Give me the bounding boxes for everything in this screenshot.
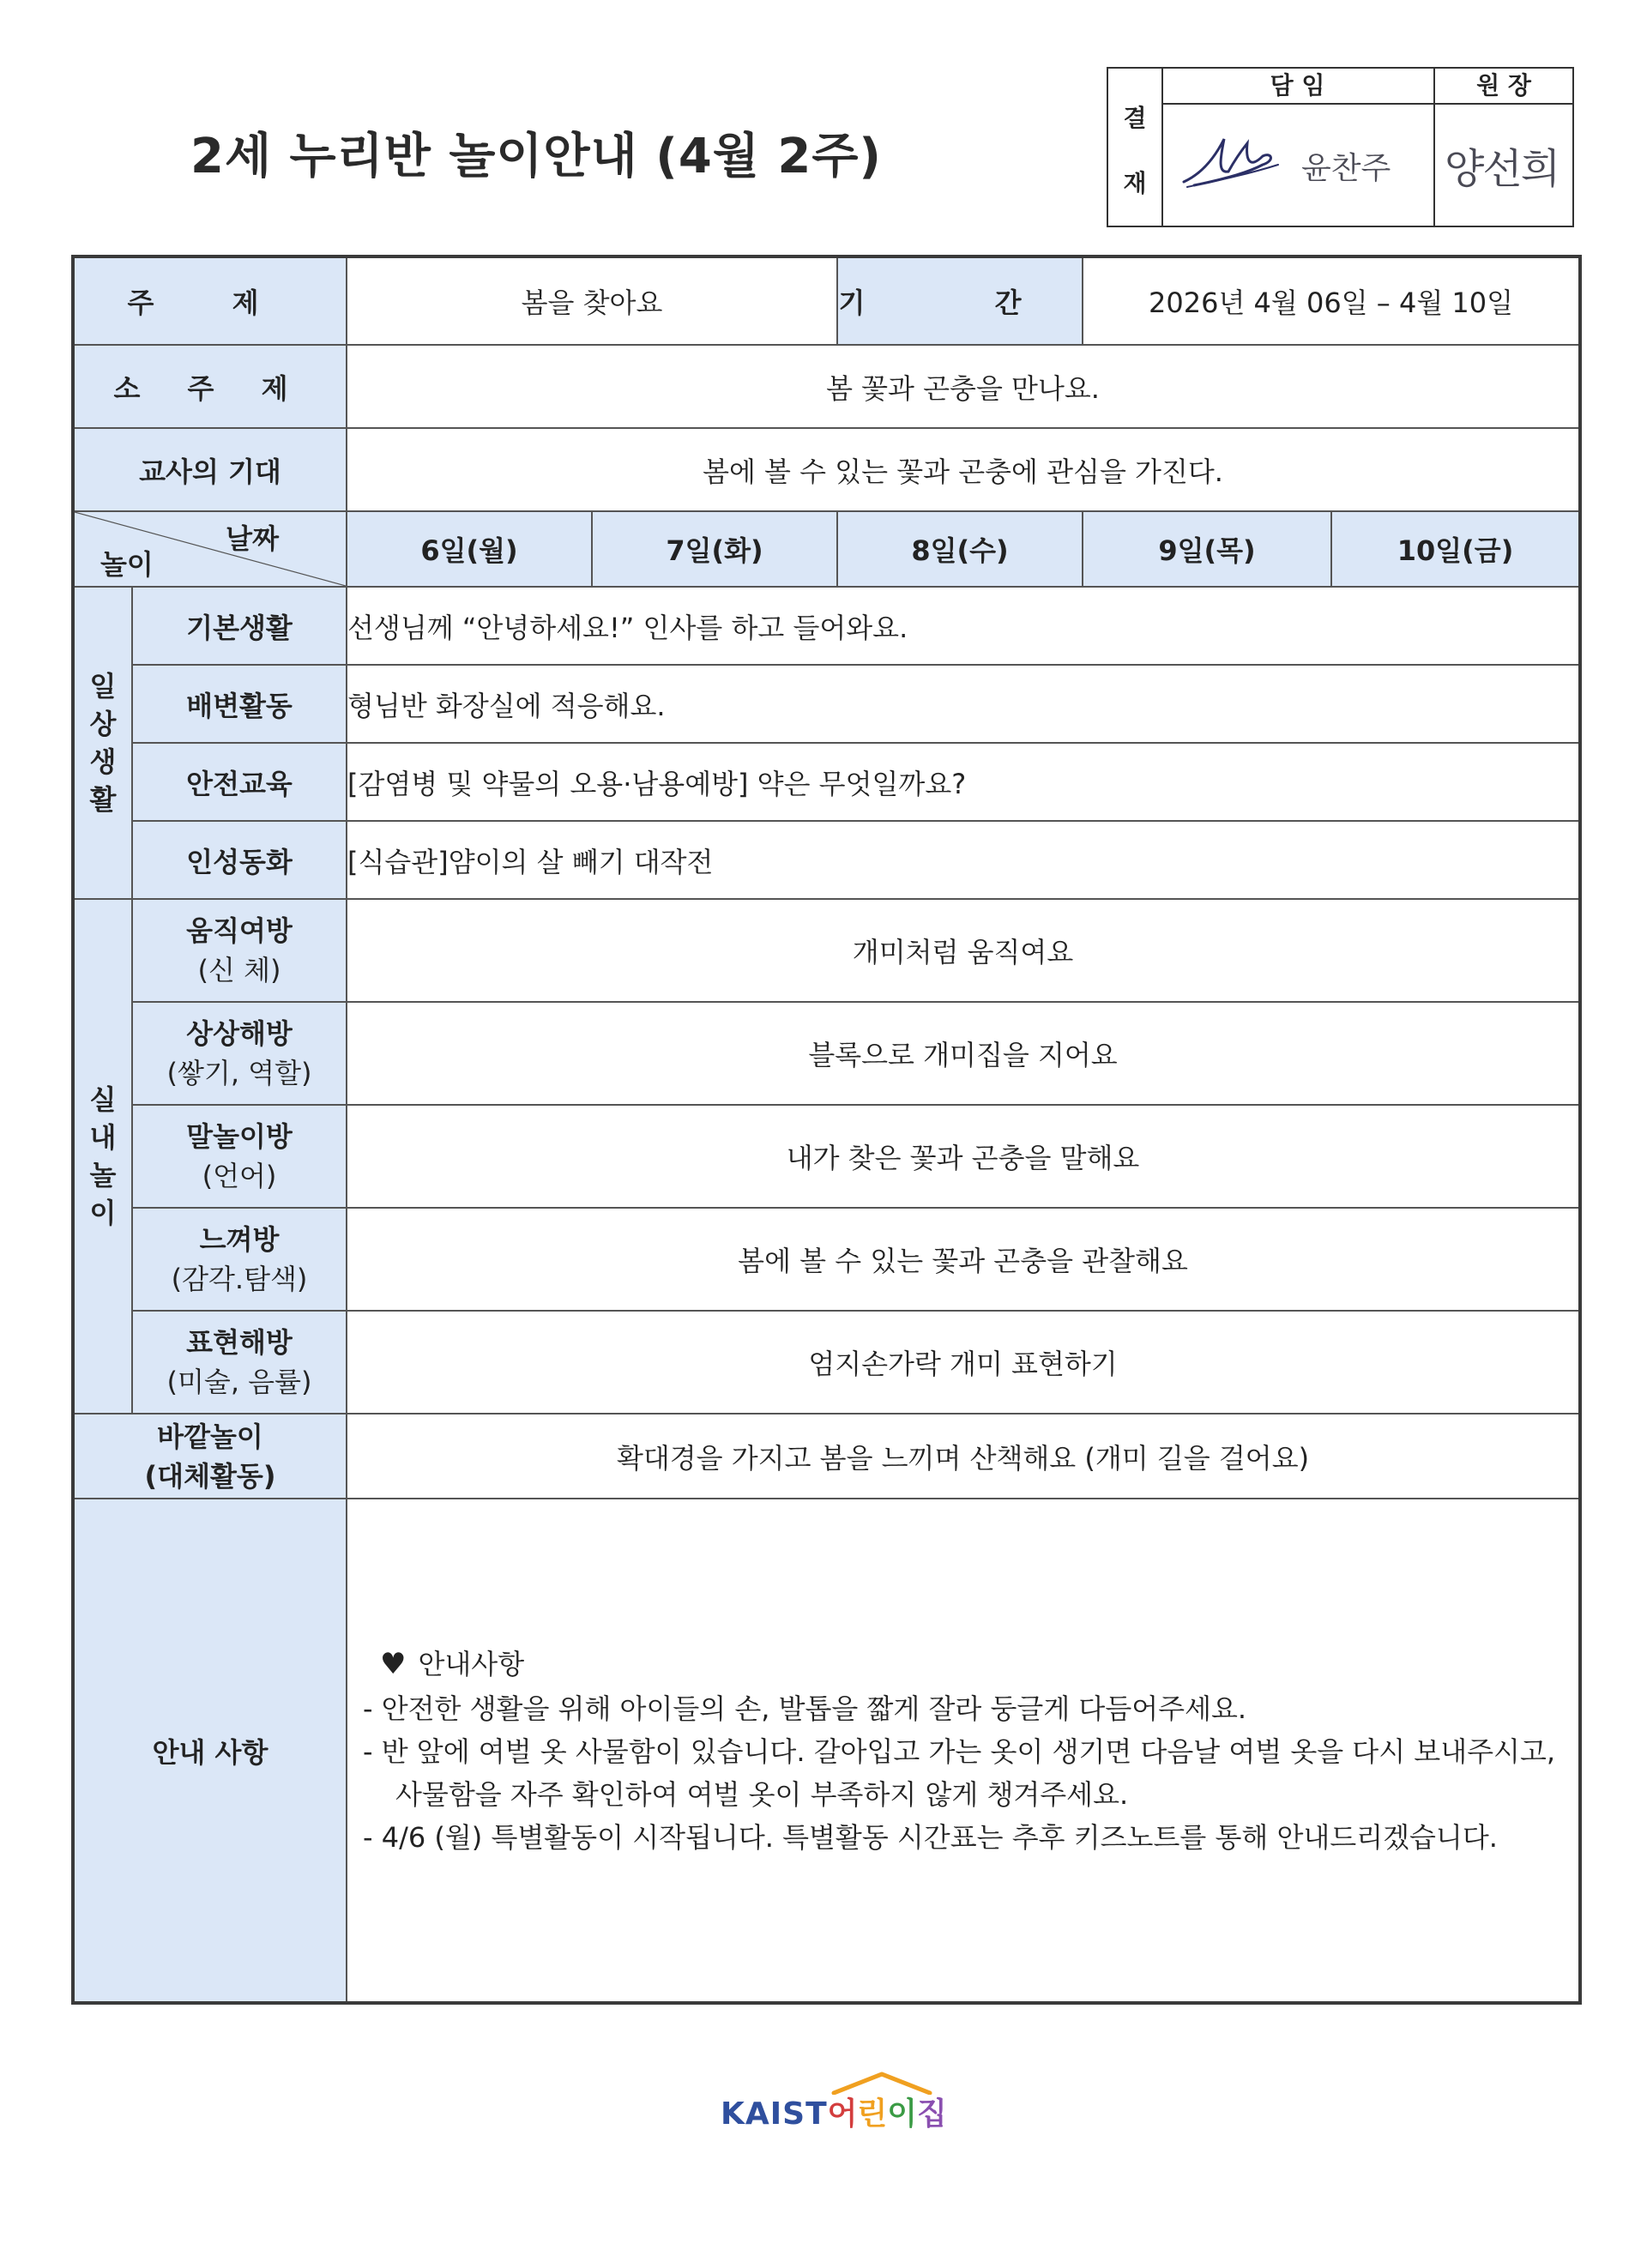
toilet-value: 형님반 화장실에 적응해요. [347, 665, 1580, 743]
day-tue: 7일(화) [592, 511, 837, 587]
director-header: 원 장 [1435, 69, 1572, 105]
subtheme-row [73, 345, 1580, 428]
notice-item: - 반 앞에 여벌 옷 사물함이 있습니다. 갈아입고 가는 옷이 생기면 다음날 여벌 옷을 다시 보내주시고, 사물함을 자주 확인하여 여벌 옷이 부족하지 않게 챙겨주세요. [363, 1734, 1556, 1811]
indoor-play-row [73, 1002, 1580, 1105]
weekly-plan-table [71, 255, 1582, 2005]
day-fri: 10일(금) [1331, 511, 1580, 587]
day-header-corner [73, 511, 347, 587]
daily-life-row [73, 665, 1580, 743]
sensory-room-value: 봄에 볼 수 있는 꽃과 곤충을 관찰해요 [347, 1208, 1580, 1311]
story-label: 인성동화 [132, 821, 347, 899]
logo-brand: KAIST [721, 2096, 828, 2132]
toilet-label: 배변활동 [132, 665, 347, 743]
expression-room-value: 엄지손가락 개미 표현하기 [347, 1311, 1580, 1414]
teacher-header: 담 임 [1161, 69, 1433, 105]
theme-value: 봄을 찾아요 [347, 256, 837, 345]
theme-label: 주 제 [73, 256, 347, 345]
day-mon: 6일(월) [347, 511, 592, 587]
notice-item: - 안전한 생활을 위해 아이들의 손, 발톱을 짧게 잘라 둥글게 다듬어주세요. [363, 1692, 1247, 1725]
daily-life-row [73, 587, 1580, 665]
subtheme-value: 봄 꽃과 곤충을 만나요. [347, 345, 1580, 428]
expression-room-label: 표현해방 (미술, 음률) [132, 1311, 347, 1414]
theme-row [73, 256, 1580, 345]
basic-life-value: 선생님께 “안녕하세요!” 인사를 하고 들어와요. [347, 587, 1580, 665]
date-label: 날짜 [226, 522, 279, 555]
approval-label-top: 결 [1123, 104, 1147, 132]
notice-content [347, 1499, 1580, 2003]
indoor-play-row [73, 1311, 1580, 1414]
expectation-row [73, 428, 1580, 511]
heart-icon: ♥ [380, 1646, 407, 1681]
director-signature: 양선희 [1445, 145, 1560, 193]
notice-row [73, 1499, 1580, 2003]
expectation-label: 교사의 기대 [73, 428, 347, 511]
approval-label-column [1108, 69, 1163, 226]
period-label: 기 간 [837, 256, 1083, 345]
daily-life-group-label: 일 상 생 활 [73, 587, 132, 899]
day-header-row [73, 511, 1580, 587]
outdoor-value: 확대경을 가지고 봄을 느끼며 산책해요 (개미 길을 걸어요) [347, 1414, 1580, 1499]
movement-room-value: 개미처럼 움직여요 [347, 899, 1580, 1002]
teacher-initial-scribble [1177, 122, 1288, 199]
teacher-signature: 윤찬주 [1301, 151, 1391, 186]
play-label: 놀이 [100, 548, 154, 581]
subtheme-label: 소 주 제 [73, 345, 347, 428]
day-thu: 9일(목) [1083, 511, 1331, 587]
imagination-room-label: 상상해방 (쌓기, 역할) [132, 1002, 347, 1105]
movement-room-label: 움직여방 (신 체) [132, 899, 347, 1002]
notice-item: - 4/6 (월) 특별활동이 시작됩니다. 특별활동 시간표는 추후 키즈노트를 통해 안내드리겠습니다. [363, 1820, 1498, 1854]
language-room-label: 말놀이방 (언어) [132, 1105, 347, 1208]
indoor-play-row [73, 1105, 1580, 1208]
approval-label-bottom: 재 [1123, 169, 1147, 197]
outdoor-label: 바깥놀이 (대체활동) [73, 1414, 347, 1499]
notice-label: 안내 사항 [73, 1499, 347, 2003]
daily-life-row [73, 821, 1580, 899]
sensory-room-label: 느껴방 (감각.탐색) [132, 1208, 347, 1311]
approval-box [1107, 67, 1574, 227]
imagination-room-value: 블록으로 개미집을 지어요 [347, 1002, 1580, 1105]
safety-value: [감염병 및 약물의 오용·남용예방] 약은 무엇일까요? [347, 743, 1580, 821]
day-wed: 8일(수) [837, 511, 1083, 587]
story-value: [식습관]얌이의 살 빼기 대작전 [347, 821, 1580, 899]
indoor-play-row [73, 1208, 1580, 1311]
language-room-value: 내가 찾은 꽃과 곤충을 말해요 [347, 1105, 1580, 1208]
indoor-play-group-label: 실 내 놀 이 [73, 899, 132, 1414]
period-value: 2026년 4월 06일 – 4월 10일 [1083, 256, 1580, 345]
page-title: 2세 누리반 놀이안내 (4월 2주) [190, 129, 883, 184]
kaist-kindergarten-logo: KAIST어린이집 [721, 2090, 947, 2133]
daily-life-row [73, 743, 1580, 821]
basic-life-label: 기본생활 [132, 587, 347, 665]
house-roof-icon [830, 2071, 933, 2095]
notice-heading: ♥ 안내사항 [380, 1646, 525, 1681]
expectation-value: 봄에 볼 수 있는 꽃과 곤충에 관심을 가진다. [347, 428, 1580, 511]
indoor-play-row [73, 899, 1580, 1002]
outdoor-row [73, 1414, 1580, 1499]
safety-label: 안전교육 [132, 743, 347, 821]
